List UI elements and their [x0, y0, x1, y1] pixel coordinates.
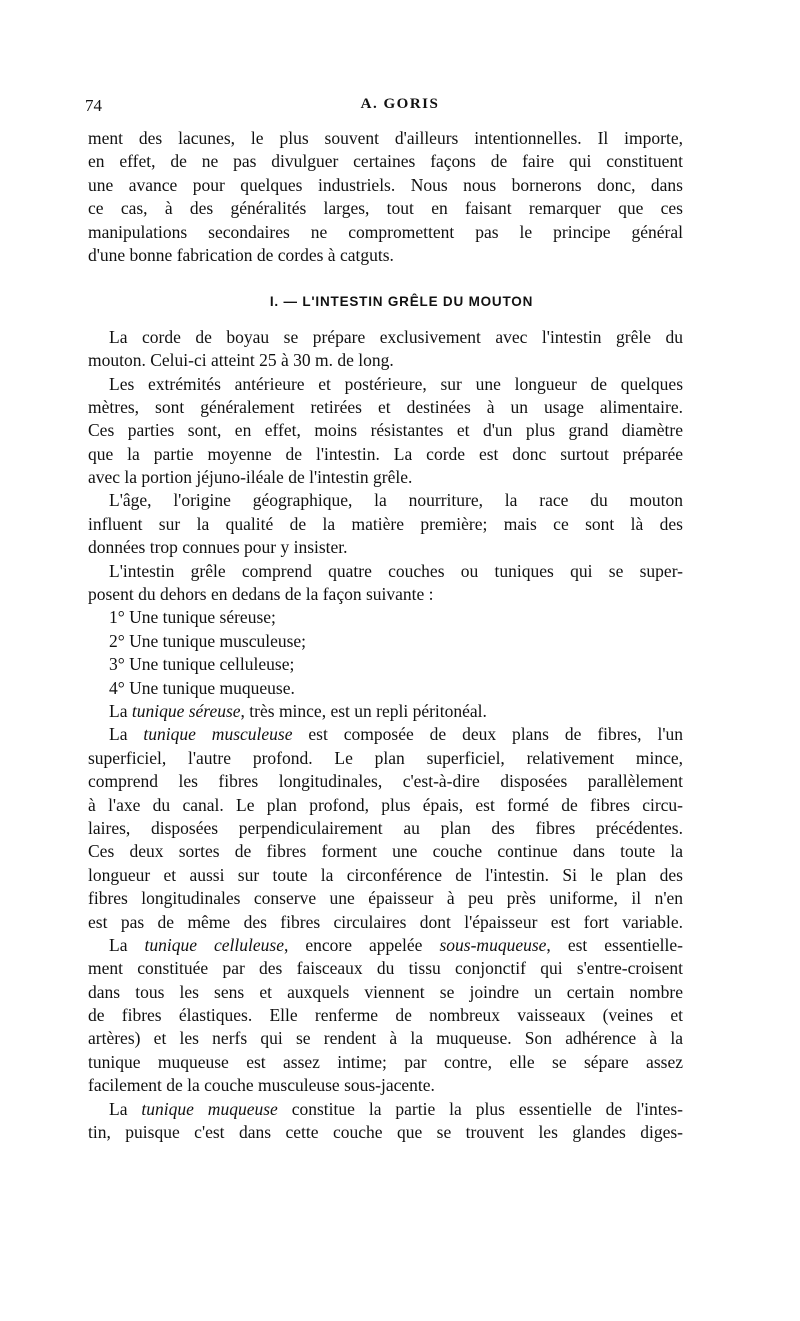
- text-line: laires, disposées perpendiculairement au plan des fibres précédentes.: [88, 817, 683, 838]
- italic-term: tunique musculeuse: [143, 724, 293, 745]
- page-body: [88, 127, 683, 1144]
- italic-term: tunique celluleuse: [144, 934, 284, 955]
- text-line: dans tous les sens et auxquels viennent se joindre un certain nombre: [88, 981, 683, 1002]
- text-line: ce cas, à des généralités larges, tout en faisant remarquer que ces: [88, 198, 683, 219]
- text-line: mètres, sont généralement retirées et destinées à un usage alimentaire.: [88, 396, 683, 417]
- text-line: posent du dehors en dedans de la façon suivante :: [88, 584, 434, 605]
- text-line: comprend les fibres longitudinales, c'est-à-dire disposées parallèlement: [88, 771, 683, 792]
- text-line: en effet, de ne pas divulguer certaines façons de faire qui constituent: [88, 151, 683, 172]
- text-line: est pas de même des fibres circulaires dont l'épaisseur est fort variable.: [88, 911, 683, 932]
- text-line: ment constituée par des faisceaux du tissu conjonctif qui s'entre-croisent: [88, 958, 683, 979]
- text-line: de fibres élastiques. Elle renferme de nombreux vaisseaux (veines et: [88, 1005, 683, 1026]
- text-line: La tunique muqueuse constitue la partie la plus essentielle de l'intes-: [109, 1098, 683, 1119]
- running-head-author: A. GORIS: [360, 96, 440, 112]
- text-line: La corde de boyau se prépare exclusivement avec l'intestin grêle du: [109, 326, 683, 347]
- text-line: que la partie moyenne de l'intestin. La corde est donc surtout préparée: [88, 443, 683, 464]
- text-line: données trop connues pour y insister.: [88, 537, 348, 558]
- text-line: La tunique séreuse, très mince, est un repli péritonéal.: [109, 700, 487, 721]
- text-line: La tunique celluleuse, encore appelée sous-muqueuse, est essentielle-: [109, 934, 683, 955]
- text-line: d'une bonne fabrication de cordes à catguts.: [88, 244, 394, 265]
- italic-term: tunique muqueuse: [141, 1098, 278, 1119]
- page-number: 74: [85, 96, 102, 115]
- list-item: 2° Une tunique musculeuse;: [109, 630, 307, 651]
- text-line: longueur et aussi sur toute la circonférence de l'intestin. Si le plan des: [88, 864, 683, 885]
- text-line: mouton. Celui-ci atteint 25 à 30 m. de long.: [88, 350, 394, 371]
- text-line: tunique muqueuse est assez intime; par contre, elle se sépare assez: [88, 1051, 683, 1072]
- italic-term: sous-muqueuse: [439, 934, 547, 955]
- text-line: fibres longitudinales conserve une épaisseur à peu près uniforme, il n'en: [88, 888, 683, 909]
- list-item: 4° Une tunique muqueuse.: [109, 677, 295, 698]
- text-line: Ces parties sont, en effet, moins résistantes et d'un plus grand diamètre: [88, 420, 683, 441]
- text-line: une avance pour quelques industriels. Nous nous bornerons donc, dans: [88, 174, 683, 195]
- text-line: tin, puisque c'est dans cette couche que se trouvent les glandes diges-: [88, 1122, 683, 1143]
- list-item: 3° Une tunique celluleuse;: [109, 654, 295, 675]
- section-title: I. — L'INTESTIN GRÊLE DU MOUTON: [269, 294, 534, 310]
- italic-term: tunique séreuse: [131, 700, 241, 721]
- text-line: à l'axe du canal. Le plan profond, plus épais, est formé de fibres circu-: [88, 794, 683, 815]
- text-line: La tunique musculeuse est composée de deux plans de fibres, l'un: [109, 724, 683, 745]
- text-line: influent sur la qualité de la matière première; mais ce sont là des: [88, 513, 683, 534]
- text-line: Ces deux sortes de fibres forment une couche continue dans toute la: [88, 841, 683, 862]
- text-line: Les extrémités antérieure et postérieure, sur une longueur de quelques: [109, 373, 683, 394]
- list-item: 1° Une tunique séreuse;: [109, 607, 276, 628]
- text-line: L'âge, l'origine géographique, la nourriture, la race du mouton: [109, 490, 683, 511]
- text-line: facilement de la couche musculeuse sous-jacente.: [88, 1075, 435, 1096]
- text-line: artères) et les nerfs qui se rendent à la muqueuse. Son adhérence à la: [88, 1028, 683, 1049]
- page-header: [0, 96, 800, 118]
- text-line: manipulations secondaires ne compromettent pas le principe général: [88, 221, 683, 242]
- text-line: ment des lacunes, le plus souvent d'ailleurs intentionnelles. Il importe,: [88, 128, 683, 148]
- text-line: L'intestin grêle comprend quatre couches ou tuniques qui se super-: [109, 560, 683, 581]
- text-line: avec la portion jéjuno-iléale de l'intestin grêle.: [88, 467, 413, 488]
- text-line: superficiel, l'autre profond. Le plan superficiel, relativement mince,: [88, 747, 683, 768]
